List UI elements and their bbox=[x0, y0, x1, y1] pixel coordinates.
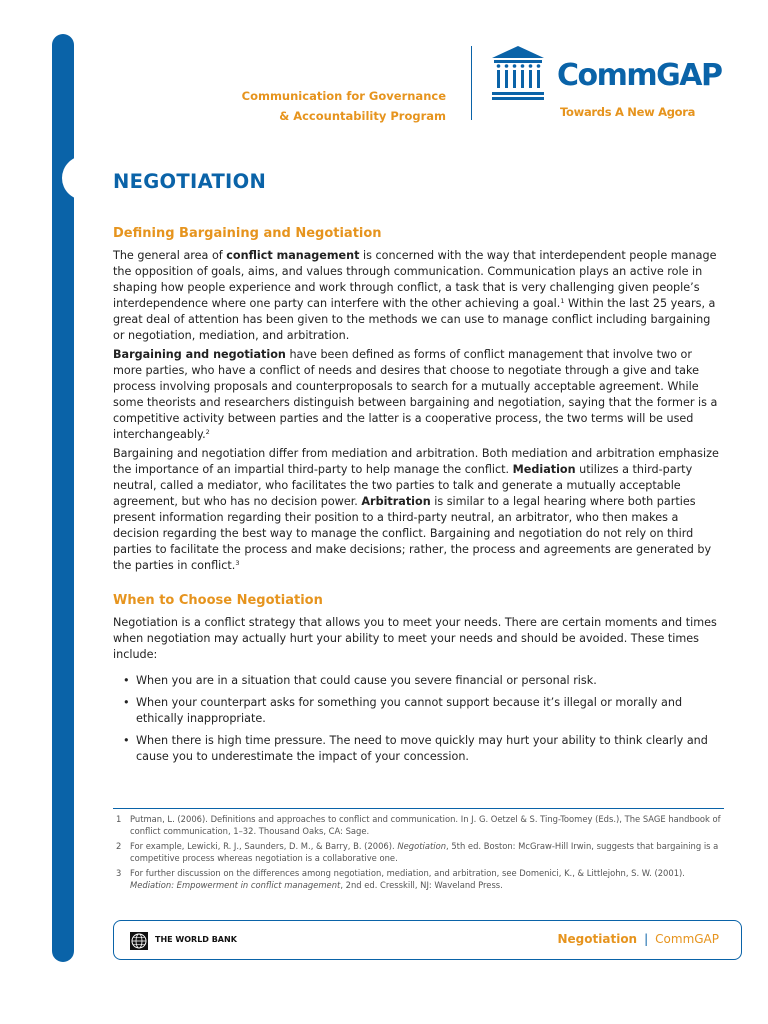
footnotes bbox=[113, 814, 724, 895]
commgap-slogan: Towards A New Agora bbox=[560, 105, 696, 119]
footer-page-label: Negotiation bbox=[557, 932, 638, 946]
fn3-book-title: Mediation: Empowerment in conflict management bbox=[130, 879, 341, 890]
fn2-book-title: Negotiation bbox=[397, 841, 447, 851]
world-bank-globe-icon bbox=[130, 932, 148, 950]
term-conflict-management: conflict management bbox=[226, 249, 360, 262]
p1-text-c: is concerned with the way that interdependent people manage the opposition of goals, aims, and values through communication. Communication plays an active role in shaping how people experience and work through conflict, a task that is very challenging given people’s interdependence where one party can interfere with the other achieving a goal. bbox=[113, 249, 717, 310]
avoid-negotiation-list bbox=[113, 673, 724, 765]
fn3-text-b: , 2nd ed. Cresskill, NJ: Waveland Press. bbox=[340, 879, 503, 890]
fn3-text-a: For further discussion on the differences among negotiation, mediation, and arbitration, see Domenici, K., & Littlejohn, S. W. (2001). bbox=[130, 868, 685, 878]
page-footer bbox=[113, 920, 742, 960]
tagline-line-2: & Accountability Program bbox=[279, 109, 446, 123]
commgap-logo-text: CommGAP bbox=[557, 58, 722, 93]
p2-text-b: have been defined as forms of conflict management that involve two or more parties, who have a conflict of needs and desires that choose to negotiate through a give and take process involving proposals and counterproposals to search for a mutually acceptable agreement. While some theorists and researchers distinguish between bargaining and negotiation, saying that the former is a competitive activity between parties and the latter is a cooperative process, the two terms will be used interchangeably. bbox=[113, 348, 718, 441]
footer-separator: | bbox=[644, 932, 649, 946]
footnote-text bbox=[130, 868, 724, 891]
footnote-number: 2 bbox=[116, 841, 122, 851]
p3-text-c: utilizes a third-party neutral, called a mediator, who facilitates the two parties to talk and generate a mutually acceptable agreement, but who has no decision power. bbox=[113, 463, 693, 508]
p3-text-a: Bargaining and negotiation differ from mediation and arbitration. Both mediation and arbitration emphasize the importance of an impartial third-party to help manage the conflict. bbox=[113, 447, 719, 476]
footnotes-divider bbox=[113, 808, 724, 809]
fn2-text-b: , 5th ed. Boston: McGraw-Hill Irwin, suggests that bargaining is a competitive process whereas negotiation is a collaborative one. bbox=[130, 841, 719, 863]
section-heading-defining: Defining Bargaining and Negotiation bbox=[113, 226, 382, 241]
paragraph-mediation-arbitration bbox=[113, 446, 724, 574]
paragraph-bargaining-definition bbox=[113, 347, 724, 443]
list-item: • When there is high time pressure. The need to move quickly may hurt your ability to think clearly and cause you to underestimate the impact of your concession. bbox=[113, 733, 724, 765]
paragraph-when-intro: Negotiation is a conflict strategy that allows you to meet your needs. There are certain moments and times when negotiation may actually hurt your ability to meet your needs and should be avoided. These times include: bbox=[113, 616, 717, 661]
section-heading-when-to-choose: When to Choose Negotiation bbox=[113, 593, 323, 608]
footnote-text: Putman, L. (2006). Definitions and approaches to conflict and communication. In J. G. Oetzel & S. Ting-Toomey (Eds.), The SAGE handbook of conflict communication, 1–32. Thousand Oaks, CA: Sage. bbox=[130, 814, 721, 836]
term-mediation: Mediation bbox=[512, 463, 576, 476]
footnote-3 bbox=[113, 868, 724, 891]
paragraph-conflict-management bbox=[113, 248, 724, 344]
term-arbitration: Arbitration bbox=[361, 495, 431, 508]
header-divider bbox=[471, 46, 472, 120]
term-bargaining-negotiation: Bargaining and negotiation bbox=[113, 348, 286, 361]
footnote-text bbox=[130, 841, 724, 864]
footnote-ref-3: 3 bbox=[235, 559, 240, 567]
footnote-ref-1: 1 bbox=[560, 297, 565, 305]
p3-text-e: is similar to a legal hearing where both parties present information regarding their position to a third-party neutral, an arbitrator, who then makes a decision regarding the best way to manage the conflict. Bargaining and negotiation do not rely on third parties to facilitate the process and make decisions; rather, the process and agreements are generated by the parties in conflict. bbox=[113, 495, 712, 572]
fn2-text-a: For example, Lewicki, R. J., Saunders, D. M., & Barry, B. (2006). bbox=[130, 841, 398, 851]
p1-text-a: The general area of bbox=[113, 249, 227, 262]
list-item: • When your counterpart asks for something you cannot support because it’s illegal or morally and ethically inappropriate. bbox=[113, 695, 724, 727]
footer-brand: CommGAP bbox=[655, 932, 719, 946]
tagline-line-1: Communication for Governance bbox=[241, 89, 446, 103]
commgap-building-icon bbox=[490, 44, 546, 102]
document-title: NEGOTIATION bbox=[113, 170, 267, 193]
p1-text-d: Within the last 25 years, a great deal of attention has been given to the methods we can use to manage conflict including bargaining or negotiation, mediation, and arbitration. bbox=[113, 297, 716, 342]
footnote-ref-2: 2 bbox=[205, 428, 210, 436]
footnote-2 bbox=[113, 841, 724, 864]
footnote-number: 3 bbox=[116, 868, 122, 878]
footer-running-title bbox=[558, 932, 720, 946]
main-content bbox=[113, 226, 724, 771]
world-bank-label: THE WORLD BANK bbox=[155, 935, 237, 944]
footnote-1 bbox=[113, 814, 724, 837]
footnote-number: 1 bbox=[116, 814, 122, 824]
list-item: • When you are in a situation that could cause you severe financial or personal risk. bbox=[113, 673, 724, 689]
program-tagline bbox=[242, 86, 446, 126]
